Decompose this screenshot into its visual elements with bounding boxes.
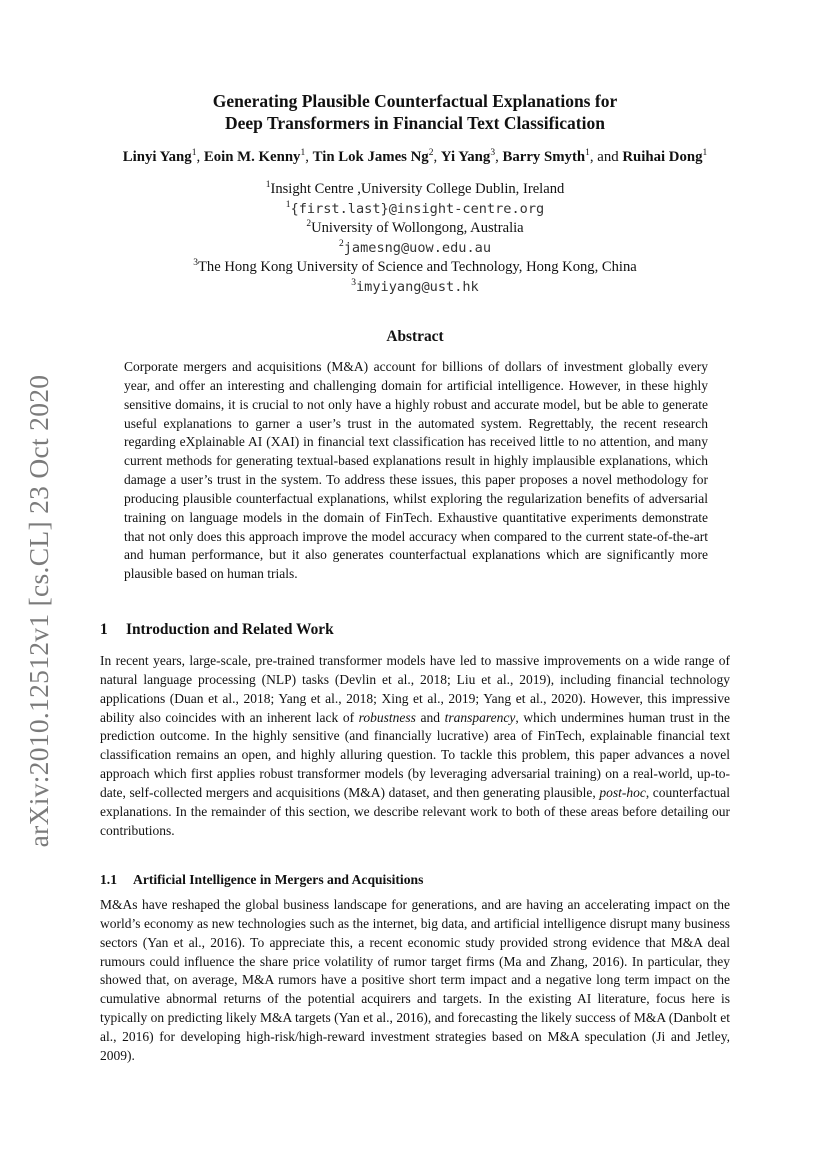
affiliation-mark: 1 <box>265 180 271 190</box>
author-name: Ruihai Dong <box>622 149 703 165</box>
affiliation-line <box>90 180 740 200</box>
affiliation-line <box>90 258 740 278</box>
affiliation-mark: 2 <box>306 219 312 230</box>
emphasis-post-hoc: post-hoc <box>599 784 646 800</box>
emphasis-transparency: transparency <box>444 709 516 725</box>
author-separator-and: , and <box>589 149 623 165</box>
arxiv-identifier-text: arXiv:2010.12512v1 [cs.CL] 23 Oct 2020 <box>23 374 54 848</box>
paragraph-text: , counterfactual explanations. In the remainder of this section, we describe relevant work to both of these areas before detailing our contributions. <box>100 784 731 838</box>
subsection-number: 1.1 <box>100 872 117 887</box>
author-affiliation-mark: 1 <box>702 148 708 158</box>
author-affiliation-mark: 1 <box>191 148 197 158</box>
author-separator: , <box>433 149 441 165</box>
author-list <box>60 148 770 166</box>
affiliation-text: Insight Centre ,University College Dublin, Ireland <box>270 181 565 197</box>
affiliation-email <box>90 278 740 298</box>
author-affiliation-mark: 3 <box>490 148 496 158</box>
paragraph-text: In recent years, large-scale, pre-trained transformer models have led to massive improvements on a wide range of natural language processing (NLP) tasks (Devlin et al., 2018; Liu et al., 2019), including financial technology applications (Duan et al., 2018; Yang et al., 2018; Xing et al., 2019; Yang et al., 2020). However, this impressive ability also coincides with an inherent lack of <box>100 653 730 725</box>
affiliation-text: University of Wollongong, Australia <box>311 220 524 237</box>
section-number: 1 <box>100 621 108 638</box>
author-affiliation-mark: 1 <box>300 148 306 158</box>
paper-title-line-2: Deep Transformers in Financial Text Classification <box>225 113 605 133</box>
affiliation-block <box>90 180 740 298</box>
author-separator: , <box>305 149 313 165</box>
author-affiliation-mark: 1 <box>585 148 590 158</box>
paper-title <box>90 90 740 134</box>
abstract-text: Corporate mergers and acquisitions (M&A) account for billions of dollars of investment globally every year, and offer an interesting and challenging domain for artificial intelligence. However, in these highly sensitive domains, it is crucial to not only have a highly robust and accurate model, but be able to generate useful explanations to garner a user’s trust in the automated system. Regrettably, the recent research regarding eXplainable AI (XAI) in financial text classification has received little to no attention, and many current methods for generating textual-based explanations result in highly implausible explanations, which damage a user’s trust in the system. To address these issues, this paper proposes a novel methodology for producing plausible counterfactual explanations, whilst exploring the regularization benefits of adversarial training on language models in the domain of FinTech. Exhaustive quantitative experiments demonstrate that not only does this approach improve the model accuracy when compared to the current state-of-the-art and human performance, but it also generates counterfactual explanations which are significantly more plausible based on human trials. <box>124 359 708 582</box>
affiliation-email-text: imyiyang@ust.hk <box>355 278 479 295</box>
author-name: Linyi Yang <box>122 149 192 165</box>
affiliation-email-text: jamesng@uow.edu.au <box>343 239 492 256</box>
affiliation-mark: 3 <box>351 277 356 288</box>
author-name: Eoin M. Kenny <box>203 149 301 165</box>
affiliation-mark: 1 <box>285 199 291 210</box>
affiliation-text: The Hong Kong University of Science and Technology, Hong Kong, China <box>198 259 637 276</box>
author-separator: , <box>495 149 503 165</box>
subsection-heading-ai-in-ma <box>100 872 423 888</box>
introduction-paragraph <box>100 652 730 840</box>
paragraph-text: and <box>415 709 445 725</box>
section-title: Introduction and Related Work <box>126 621 334 638</box>
affiliation-email <box>90 239 740 259</box>
abstract-heading: Abstract <box>386 328 444 345</box>
paragraph-text: , which undermines human trust in the prediction outcome. In the highly sensitive (and financially lucrative) area of FinTech, explainable financial text classification remains an open, and highly alluring question. To tackle this problem, this paper advances a novel approach which first applies robust transformer models (by leveraging adversarial training) on a real-world, up-to-date, self-collected mergers and acquisitions (M&A) dataset, and then generating plausible, <box>100 709 730 800</box>
author-separator: , <box>196 149 204 165</box>
affiliation-mark: 3 <box>193 258 198 269</box>
affiliation-email <box>90 200 740 220</box>
ma-paragraph: M&As have reshaped the global business landscape for generations, and are having an accelerating impact on the world’s economy as new technologies such as the internet, big data, and artificial intelligence disrupt many business sectors (Yan et al., 2016). To appreciate this, a recent economic study provided strong evidence that M&A deal rumours could influence the share price volatility of rumor target firms (Ma and Zhang, 2016). In particular, they showed that, on average, M&A rumors have a positive short term impact and a negative long term impact on the cumulative abnormal returns of the potential acquirers and targets. In the existing AI literature, focus here is typically on predicting likely M&A targets (Yan et al., 2016), and forecasting the likely success of M&A (Danbolt et al., 2016) for developing high-risk/high-reward investment strategies based on M&A speculation (Ji and Jetley, 2009). <box>100 897 730 1063</box>
section-heading-introduction <box>100 621 334 639</box>
emphasis-robustness: robustness <box>358 709 416 725</box>
paper-title-line-1: Generating Plausible Counterfactual Explanations for <box>212 91 618 111</box>
affiliation-mark: 2 <box>338 238 344 249</box>
author-name: Yi Yang <box>440 149 491 165</box>
affiliation-line <box>90 219 740 239</box>
affiliation-email-text: {first.last}@insight-centre.org <box>290 200 545 217</box>
arxiv-identifier-stamp <box>24 368 54 854</box>
author-name: Barry Smyth <box>502 149 586 165</box>
subsection-title: Artificial Intelligence in Mergers and Acquisitions <box>133 872 424 887</box>
author-affiliation-mark: 2 <box>428 148 434 158</box>
author-name: Tin Lok James Ng <box>312 149 429 165</box>
